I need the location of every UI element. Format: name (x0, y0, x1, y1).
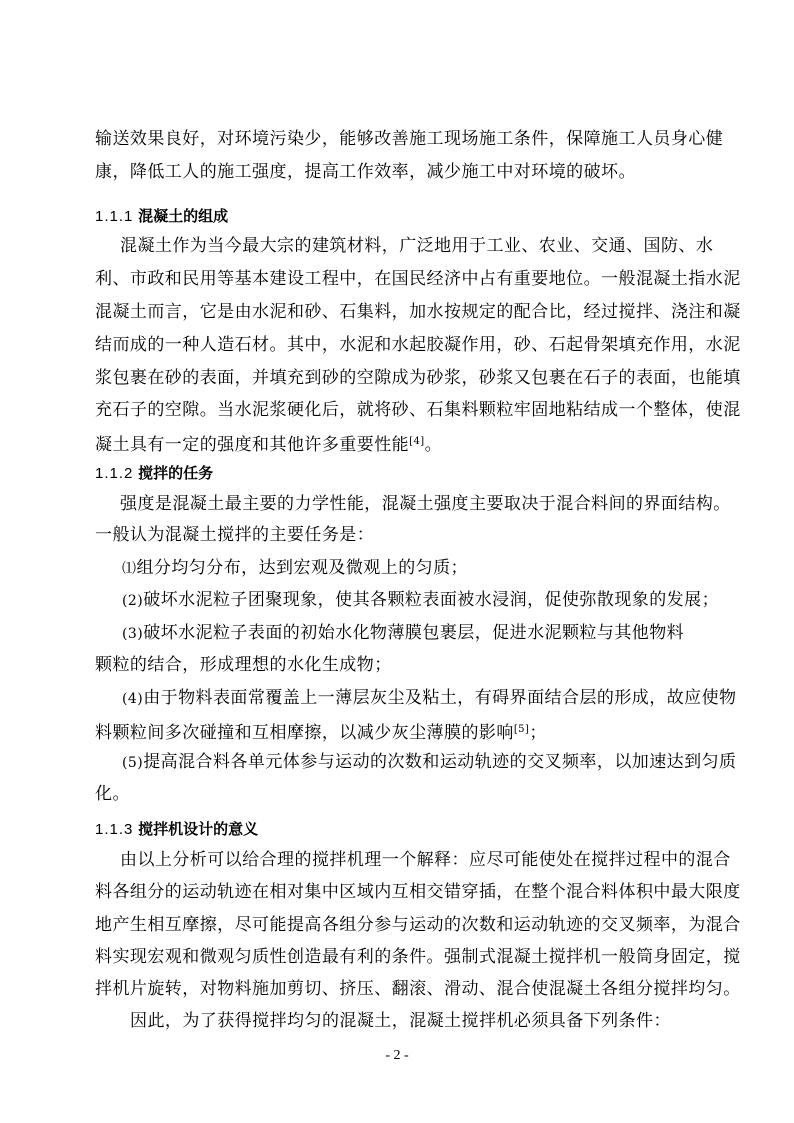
list-number: (3) (122, 626, 144, 642)
paragraph-line: 康，降低工人的施工强度，提高工作效率，减少施工中对环境的破坏。 (95, 162, 636, 182)
section-title: 混凝土的组成 (138, 207, 229, 225)
list-item (122, 688, 737, 709)
list-number: (4) (122, 691, 144, 707)
list-number: (2) (122, 593, 144, 609)
citation-ref: [5] (513, 724, 530, 735)
paragraph-line: 因此，为了获得搅拌均匀的混凝土，混凝土搅拌机必须具备下列条件： (130, 1011, 671, 1031)
list-item (122, 558, 468, 579)
paragraph-line (95, 432, 442, 455)
list-number: ⑴ (122, 561, 137, 577)
section-number: 1.1.3 (95, 821, 134, 838)
list-text: 由于物料表面常覆盖上一薄层灰尘及粘土，有碍界面结合层的形成，故应使物 (143, 688, 737, 708)
list-number: (5) (122, 755, 144, 771)
paragraph-line: 浆包裹在砂的表面，并填充到砂的空隙成为砂浆，砂浆又包裹在石子的表面，也能填 (95, 368, 741, 388)
paragraph-line: 强度是混凝土最主要的力学性能，混凝土强度主要取决于混合料间的界面结构。 (120, 494, 731, 514)
list-item-continuation: 颗粒的结合，形成理想的水化生成物； (95, 655, 392, 675)
paragraph-line: 料各组分的运动轨迹在相对集中区域内互相交错穿插，在整个混合料体积中最大限度 (95, 882, 741, 902)
list-item (122, 590, 719, 611)
line-text: 。 (424, 435, 443, 455)
list-item-continuation (95, 720, 547, 743)
paragraph-line: 一般认为混凝土搅拌的主要任务是： (95, 525, 375, 545)
paragraph-line: 混凝土而言，它是由水泥和砂、石集料，加水按规定的配合比，经过搅拌、浇注和凝 (95, 302, 741, 322)
list-text: 提高混合料各单元体参与运动的次数和运动轨迹的交叉频率，以加速达到匀质 (143, 752, 737, 772)
line-text: ； (529, 723, 547, 743)
list-item (122, 623, 684, 644)
line-text: 凝土具有一定的强度和其他许多重要性能 (95, 435, 410, 455)
list-item (122, 752, 737, 773)
paragraph-line: 由以上分析可以给合理的搅拌机理一个解释：应尽可能使处在搅拌过程中的混合 (120, 850, 731, 870)
paragraph-line: 料实现宏观和微观匀质性创造最有利的条件。强制式混凝土搅拌机一般筒身固定，搅 (95, 947, 741, 967)
section-number: 1.1.2 (95, 465, 134, 482)
page-number: - 2 - (385, 1048, 409, 1063)
paragraph-line: 地产生相互摩擦，尽可能提高各组分参与运动的次数和运动轨迹的交叉频率，为混合 (95, 915, 741, 935)
paragraph-line: 拌机片旋转，对物料施加剪切、挤压、翻滚、滑动、混合使混凝土各组分搅拌均匀。 (95, 979, 741, 999)
section-title: 搅拌的任务 (138, 464, 214, 482)
paragraph-line: 输送效果良好，对环境污染少，能够改善施工现场施工条件，保障施工人员身心健 (95, 129, 724, 149)
section-number: 1.1.1 (95, 208, 134, 225)
paragraph-line: 结而成的一种人造石材。其中，水泥和水起胶凝作用，砂、石起骨架填充作用，水泥 (95, 335, 741, 355)
section-heading-1-1-1 (95, 206, 228, 227)
citation-ref: [4] (409, 436, 425, 447)
list-text: 破坏水泥粒子表面的初始水化物薄膜包裹层，促进水泥颗粒与其他物料 (143, 623, 685, 643)
list-text: 组分均匀分布，达到宏观及微观上的匀质； (136, 558, 469, 578)
list-text: 破坏水泥粒子团聚现象，使其各颗粒表面被水浸润，促使弥散现象的发展； (143, 590, 720, 610)
list-item-continuation: 化。 (95, 784, 130, 804)
section-heading-1-1-3 (95, 819, 258, 840)
paragraph-line: 利、市政和民用等基本建设工程中，在国民经济中占有重要地位。一般混凝土指水泥 (95, 269, 741, 289)
section-title: 搅拌机设计的意义 (138, 820, 259, 838)
paragraph-line: 充石子的空隙。当水泥浆硬化后，就将砂、石集料颗粒牢固地粘结成一个整体，使混 (95, 400, 741, 420)
line-text: 料颗粒间多次碰撞和互相摩擦，以减少灰尘薄膜的影响 (95, 723, 514, 743)
section-heading-1-1-2 (95, 463, 213, 484)
paragraph-line: 混凝土作为当今最大宗的建筑材料，广泛地用于工业、农业、交通、国防、水 (120, 236, 714, 256)
